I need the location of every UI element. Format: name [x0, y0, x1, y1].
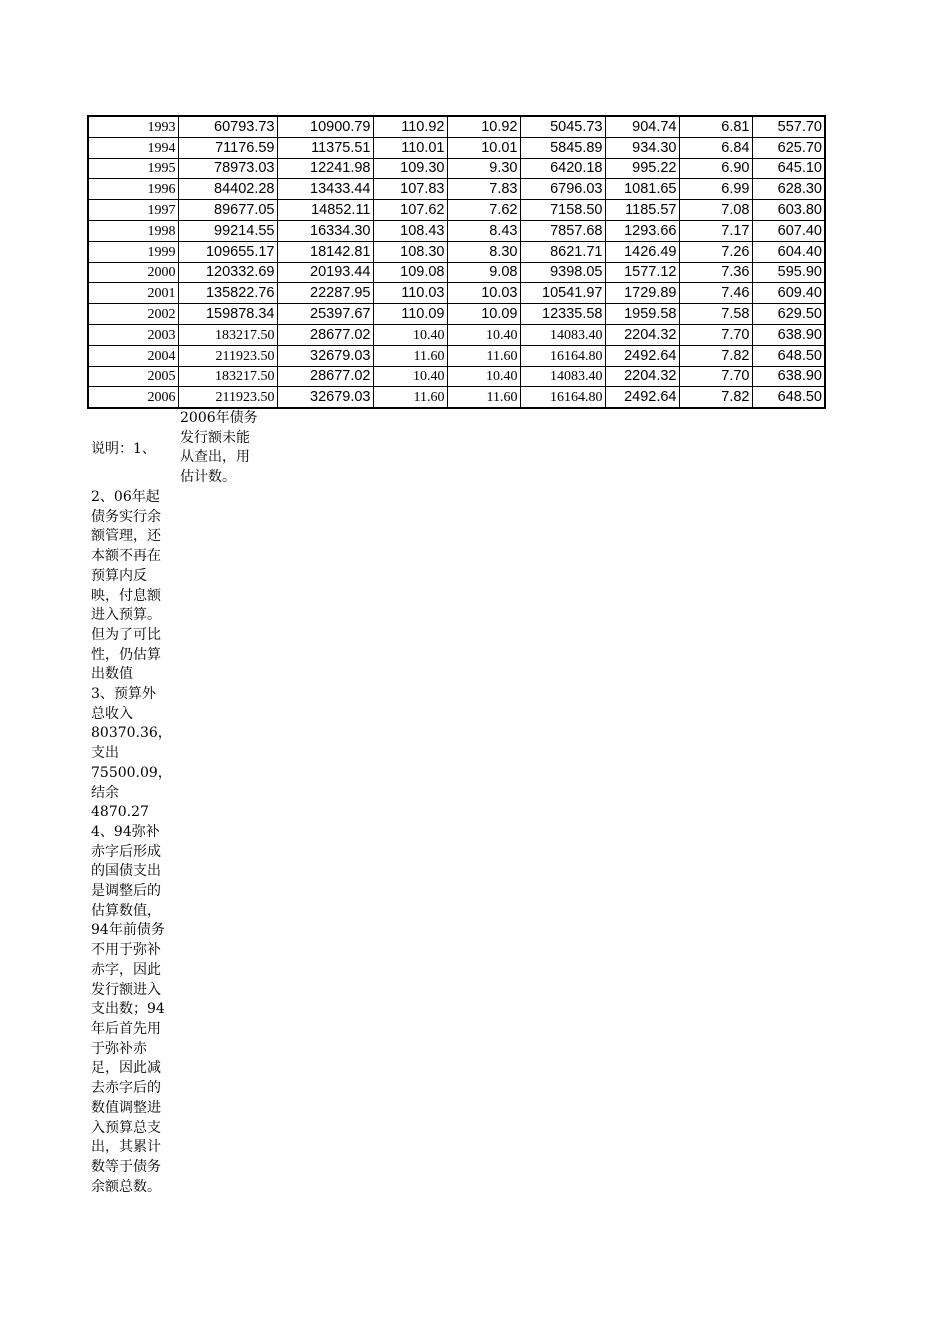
table-cell-c8[interactable]: 595.90: [752, 262, 825, 283]
table-cell-c7[interactable]: 6.84: [679, 137, 752, 158]
table-cell-c8[interactable]: 625.70: [752, 137, 825, 158]
table-row: [88, 366, 825, 387]
table-cell-c3[interactable]: 10.40: [373, 366, 447, 387]
table-cell-c5[interactable]: 14083.40: [520, 366, 605, 387]
table-cell-c5[interactable]: 7857.68: [520, 220, 605, 241]
table-cell-year[interactable]: 1994: [88, 137, 178, 158]
note-1: 2006年债务 发行额未能 从查出，用 估计数。: [180, 410, 258, 486]
table-cell-c3[interactable]: 109.08: [373, 262, 447, 283]
table-cell-c8[interactable]: 603.80: [752, 200, 825, 221]
table-cell-c1[interactable]: 211923.50: [178, 387, 277, 408]
table-cell-c1[interactable]: 71176.59: [178, 137, 277, 158]
table-cell-c5[interactable]: 16164.80: [520, 387, 605, 408]
table-cell-c2[interactable]: 14852.11: [277, 200, 373, 221]
table-cell-year[interactable]: 2000: [88, 262, 178, 283]
table-cell-c6[interactable]: 2204.32: [605, 366, 679, 387]
table-cell-c7[interactable]: 7.82: [679, 387, 752, 408]
table-cell-c4[interactable]: 7.62: [447, 200, 520, 221]
table-cell-year[interactable]: 1999: [88, 241, 178, 262]
table-cell-c2[interactable]: 13433.44: [277, 179, 373, 200]
table-cell-c1[interactable]: 60793.73: [178, 116, 277, 137]
table-cell-c4[interactable]: 9.30: [447, 158, 520, 179]
table-cell-c5[interactable]: 10541.97: [520, 283, 605, 304]
table-cell-c3[interactable]: 10.40: [373, 324, 447, 345]
table-cell-c7[interactable]: 7.36: [679, 262, 752, 283]
table-cell-c8[interactable]: 609.40: [752, 283, 825, 304]
table-cell-c2[interactable]: 25397.67: [277, 304, 373, 325]
table-cell-year[interactable]: 2003: [88, 324, 178, 345]
table-cell-c8[interactable]: 607.40: [752, 220, 825, 241]
table-cell-c4[interactable]: 7.83: [447, 179, 520, 200]
table-cell-year[interactable]: 1995: [88, 158, 178, 179]
table-cell-c5[interactable]: 9398.05: [520, 262, 605, 283]
table-cell-c7[interactable]: 6.90: [679, 158, 752, 179]
table-cell-c2[interactable]: 32679.03: [277, 345, 373, 366]
table-cell-c1[interactable]: 211923.50: [178, 345, 277, 366]
table-cell-c4[interactable]: 10.92: [447, 116, 520, 137]
table-cell-c4[interactable]: 8.30: [447, 241, 520, 262]
table-cell-c2[interactable]: 10900.79: [277, 116, 373, 137]
notes-label: 说明：1、: [91, 441, 156, 457]
table-cell-c2[interactable]: 16334.30: [277, 220, 373, 241]
table-cell-c2[interactable]: 18142.81: [277, 241, 373, 262]
table-cell-c6[interactable]: 1577.12: [605, 262, 679, 283]
table-cell-c7[interactable]: 7.46: [679, 283, 752, 304]
table-cell-c1[interactable]: 84402.28: [178, 179, 277, 200]
table-row: [88, 179, 825, 200]
table-cell-c2[interactable]: 28677.02: [277, 324, 373, 345]
table-row: [88, 262, 825, 283]
table-cell-year[interactable]: 1993: [88, 116, 178, 137]
table-cell-c4[interactable]: 10.40: [447, 324, 520, 345]
table-cell-c1[interactable]: 89677.05: [178, 200, 277, 221]
table-cell-c3[interactable]: 110.03: [373, 283, 447, 304]
table-row: [88, 304, 825, 325]
table-cell-c5[interactable]: 7158.50: [520, 200, 605, 221]
table-cell-c1[interactable]: 99214.55: [178, 220, 277, 241]
table-cell-c4[interactable]: 10.40: [447, 366, 520, 387]
table-cell-c6[interactable]: 2204.32: [605, 324, 679, 345]
table-cell-c3[interactable]: 107.83: [373, 179, 447, 200]
table-cell-c6[interactable]: 1426.49: [605, 241, 679, 262]
table-row: [88, 241, 825, 262]
table-row: [88, 283, 825, 304]
table-cell-c8[interactable]: 557.70: [752, 116, 825, 137]
table-row: [88, 158, 825, 179]
table-cell-c5[interactable]: 6420.18: [520, 158, 605, 179]
table-row: [88, 345, 825, 366]
table-cell-c3[interactable]: 110.92: [373, 116, 447, 137]
table-cell-c6[interactable]: 1959.58: [605, 304, 679, 325]
table-cell-c1[interactable]: 135822.76: [178, 283, 277, 304]
table-cell-year[interactable]: 2001: [88, 283, 178, 304]
table-cell-c8[interactable]: 628.30: [752, 179, 825, 200]
table-cell-c1[interactable]: 183217.50: [178, 324, 277, 345]
table-cell-c4[interactable]: 10.09: [447, 304, 520, 325]
table-cell-year[interactable]: 1998: [88, 220, 178, 241]
notes-body: 2、06年起 债务实行余 额管理，还 本额不再在 预算内反 映，付息额 进入预算。 但为了可比 性，仍估算 出数值 3、预算外 总收入 80370.36， 支出 75500.09， 结余 4870.27 4、94弥补 赤字后形成 的国债支出 是调整后的 估算数值， 94年前债务 不用于弥补 赤字，因此 发行额进入 支出数；94 年后首先用 于弥补赤 足，因此减 去赤字后的 数值调整进 入预算总支 出，其累计 数等于债务 余额总数。: [91, 489, 172, 1195]
table-cell-c2[interactable]: 20193.44: [277, 262, 373, 283]
table-cell-year[interactable]: 2002: [88, 304, 178, 325]
table-cell-c7[interactable]: 7.17: [679, 220, 752, 241]
table-cell-c8[interactable]: 604.40: [752, 241, 825, 262]
table-cell-c3[interactable]: 11.60: [373, 387, 447, 408]
table-cell-c6[interactable]: 904.74: [605, 116, 679, 137]
table-cell-c3[interactable]: 107.62: [373, 200, 447, 221]
table-cell-c5[interactable]: 5845.89: [520, 137, 605, 158]
table-cell-c1[interactable]: 159878.34: [178, 304, 277, 325]
table-cell-year[interactable]: 2004: [88, 345, 178, 366]
table-cell-c6[interactable]: 1293.66: [605, 220, 679, 241]
table-cell-c7[interactable]: 7.70: [679, 366, 752, 387]
table-cell-c4[interactable]: 10.03: [447, 283, 520, 304]
table-cell-c5[interactable]: 6796.03: [520, 179, 605, 200]
table-cell-year[interactable]: 1997: [88, 200, 178, 221]
table-cell-c7[interactable]: 6.99: [679, 179, 752, 200]
table-cell-c2[interactable]: 22287.95: [277, 283, 373, 304]
table-cell-c3[interactable]: 108.43: [373, 220, 447, 241]
table-cell-c4[interactable]: 8.43: [447, 220, 520, 241]
table-cell-c7[interactable]: 7.58: [679, 304, 752, 325]
table-row: [88, 137, 825, 158]
table-cell-c6[interactable]: 1729.89: [605, 283, 679, 304]
table-row: [88, 116, 825, 137]
table-row: [88, 200, 825, 221]
table-cell-c4[interactable]: 10.01: [447, 137, 520, 158]
table-cell-c5[interactable]: 5045.73: [520, 116, 605, 137]
table-cell-c4[interactable]: 11.60: [447, 387, 520, 408]
table-cell-c3[interactable]: 11.60: [373, 345, 447, 366]
table-cell-c8[interactable]: 638.90: [752, 366, 825, 387]
table-cell-c2[interactable]: 11375.51: [277, 137, 373, 158]
table-cell-c5[interactable]: 14083.40: [520, 324, 605, 345]
table-cell-c1[interactable]: 78973.03: [178, 158, 277, 179]
table-cell-c5[interactable]: 16164.80: [520, 345, 605, 366]
table-cell-c2[interactable]: 32679.03: [277, 387, 373, 408]
table-cell-c6[interactable]: 934.30: [605, 137, 679, 158]
table-cell-c8[interactable]: 648.50: [752, 345, 825, 366]
table-cell-c7[interactable]: 7.26: [679, 241, 752, 262]
table-cell-c2[interactable]: 12241.98: [277, 158, 373, 179]
table-cell-c8[interactable]: 645.10: [752, 158, 825, 179]
table-cell-c6[interactable]: 1081.65: [605, 179, 679, 200]
table-cell-c1[interactable]: 183217.50: [178, 366, 277, 387]
table-row: [88, 220, 825, 241]
table-cell-c8[interactable]: 648.50: [752, 387, 825, 408]
table-cell-c8[interactable]: 629.50: [752, 304, 825, 325]
table-row: [88, 387, 825, 408]
table-cell-c4[interactable]: 11.60: [447, 345, 520, 366]
data-table-container: [87, 115, 826, 409]
table-cell-c5[interactable]: 8621.71: [520, 241, 605, 262]
table-cell-c6[interactable]: 995.22: [605, 158, 679, 179]
table-cell-c7[interactable]: 6.81: [679, 116, 752, 137]
table-cell-c3[interactable]: 110.01: [373, 137, 447, 158]
table-cell-c3[interactable]: 110.09: [373, 304, 447, 325]
table-cell-c7[interactable]: 7.08: [679, 200, 752, 221]
table-cell-c2[interactable]: 28677.02: [277, 366, 373, 387]
table-cell-c3[interactable]: 109.30: [373, 158, 447, 179]
table-cell-year[interactable]: 2006: [88, 387, 178, 408]
table-cell-year[interactable]: 1996: [88, 179, 178, 200]
data-table: [87, 115, 826, 409]
table-cell-c7[interactable]: 7.70: [679, 324, 752, 345]
table-row: [88, 324, 825, 345]
table-cell-c6[interactable]: 2492.64: [605, 387, 679, 408]
table-cell-c8[interactable]: 638.90: [752, 324, 825, 345]
table-cell-c1[interactable]: 120332.69: [178, 262, 277, 283]
table-cell-c5[interactable]: 12335.58: [520, 304, 605, 325]
table-cell-c4[interactable]: 9.08: [447, 262, 520, 283]
table-cell-c1[interactable]: 109655.17: [178, 241, 277, 262]
table-cell-year[interactable]: 2005: [88, 366, 178, 387]
table-cell-c6[interactable]: 2492.64: [605, 345, 679, 366]
table-cell-c7[interactable]: 7.82: [679, 345, 752, 366]
table-cell-c3[interactable]: 108.30: [373, 241, 447, 262]
table-cell-c6[interactable]: 1185.57: [605, 200, 679, 221]
